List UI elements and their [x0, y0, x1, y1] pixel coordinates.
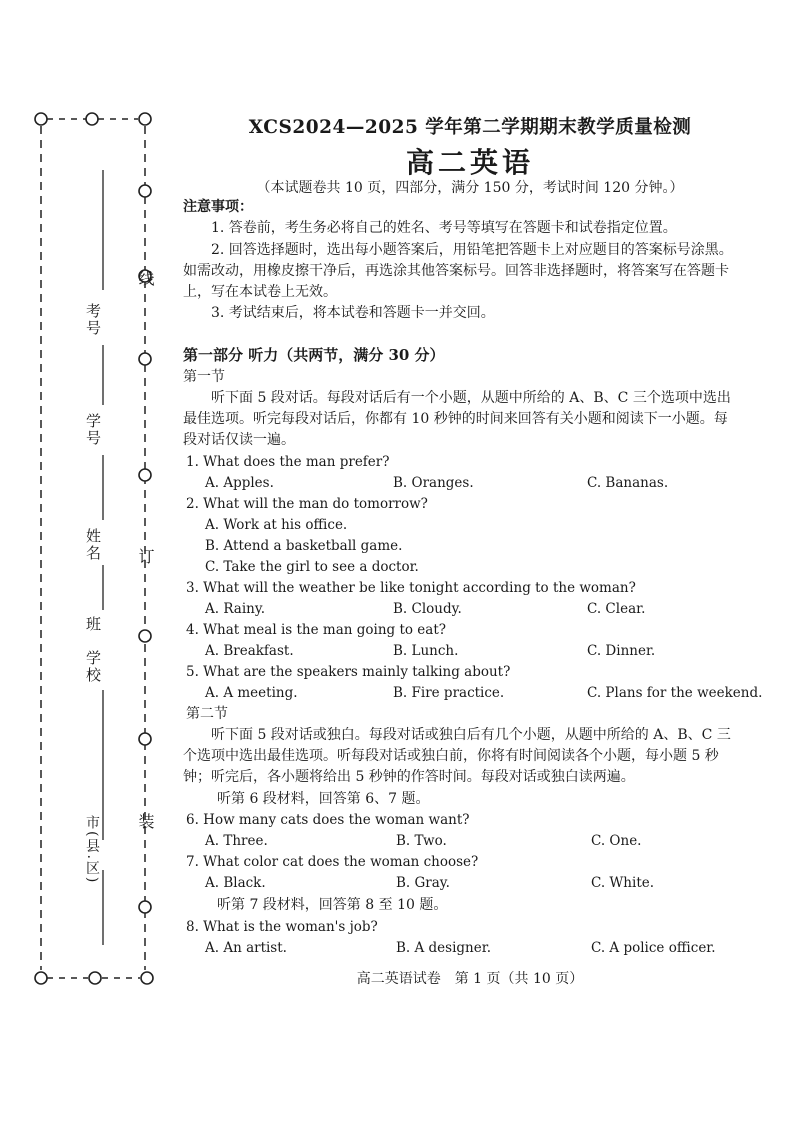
q2-option-c: C. Take the girl to see a doctor.	[205, 559, 419, 575]
q7-option-b: B. Gray.	[396, 875, 450, 891]
q3-option-c: C. Clear.	[587, 601, 646, 617]
q7-option-a: A. Black.	[205, 875, 266, 891]
q1-option-b: B. Oranges.	[393, 475, 474, 491]
page-footer: 高二英语试卷 第 1 页（共 10 页）	[356, 971, 584, 987]
section1-intro-line-3: 段对话仅读一遍。	[183, 432, 295, 448]
q8-option-a: A. An artist.	[205, 940, 287, 956]
part1-heading: 第一部分 听力（共两节，满分 30 分）	[183, 346, 445, 364]
q2-option-a: A. Work at his office.	[205, 517, 348, 533]
q7-option-c: C. White.	[591, 875, 655, 891]
notice-item-3: 3. 考试结束后，将本试卷和答题卡一并交回。	[211, 305, 495, 321]
field-exam-number: 考号	[84, 303, 102, 337]
notice-item-2-line-1: 2. 回答选择题时，选出每小题答案后，用铅笔把答题卡上对应题目的答案标号涂黑。	[211, 242, 733, 258]
q3-option-a: A. Rainy.	[205, 601, 265, 617]
question-1: 1. What does the man prefer?	[186, 454, 390, 470]
question-3: 3. What will the weather be like tonight according to the woman?	[186, 580, 636, 596]
binding-mark-install: 装	[136, 813, 155, 829]
notice-item-1: 1. 答卷前，考生务必将自己的姓名、考号等填写在答题卡和试卷指定位置。	[211, 220, 677, 236]
section1-intro-line-1: 听下面 5 段对话。每段对话后有一个小题，从题中所给的 A、B、C 三个选项中选出	[211, 390, 731, 406]
q5-option-a: A. A meeting.	[205, 685, 298, 701]
question-5: 5. What are the speakers mainly talking about?	[186, 664, 511, 680]
question-8: 8. What is the woman's job?	[186, 919, 378, 935]
section1-label: 第一节	[183, 369, 225, 385]
section2-intro-line-1: 听下面 5 段对话或独白。每段对话或独白后有几个小题，从题中所给的 A、B、C 三	[211, 727, 731, 743]
notice-item-2-line-3: 上，写在本试卷上无效。	[183, 284, 337, 300]
binding-mark-bind: 订	[136, 548, 155, 564]
q2-option-b: B. Attend a basketball game.	[205, 538, 403, 554]
q4-option-a: A. Breakfast.	[205, 643, 294, 659]
field-student-id: 学号	[84, 413, 102, 447]
binding-mark-line: 线	[136, 270, 155, 286]
section1-intro-line-2: 最佳选项。听完每段对话后，你都有 10 秒钟的时间来回答有关小题和阅读下一小题。每	[183, 411, 728, 427]
section2-note-6: 听第 6 段材料，回答第 6、7 题。	[217, 791, 430, 807]
notice-item-2-line-2: 如需改动，用橡皮擦干净后，再选涂其他答案标号。回答非选择题时，将答案写在答题卡	[183, 263, 729, 279]
q4-option-b: B. Lunch.	[393, 643, 459, 659]
field-school: 学校	[84, 650, 102, 684]
field-name: 姓名	[84, 528, 102, 562]
field-district: 市(县.区)	[84, 815, 100, 885]
section2-intro-line-3: 钟；听完后，各小题将给出 5 秒钟的作答时间。每段对话或独白读两遍。	[183, 769, 635, 785]
exam-title: XCS2024—2025 学年第二学期期末教学质量检测	[248, 117, 692, 138]
q8-option-b: B. A designer.	[396, 940, 492, 956]
section2-note-7: 听第 7 段材料，回答第 8 至 10 题。	[217, 897, 448, 913]
exam-info: （本试题卷共 10 页，四部分，满分 150 分，考试时间 120 分钟。）	[256, 180, 684, 196]
q5-option-c: C. Plans for the weekend.	[587, 685, 763, 701]
section2-label: 第二节	[186, 706, 228, 722]
q1-option-c: C. Bananas.	[587, 475, 669, 491]
q5-option-b: B. Fire practice.	[393, 685, 505, 701]
q3-option-b: B. Cloudy.	[393, 601, 462, 617]
q6-option-c: C. One.	[591, 833, 642, 849]
q8-option-c: C. A police officer.	[591, 940, 716, 956]
field-class: 班	[84, 616, 102, 633]
section2-intro-line-2: 个选项中选出最佳选项。听每段对话或独白前，你将有时间阅读各个小题，每小题 5 秒	[183, 748, 719, 764]
question-6: 6. How many cats does the woman want?	[186, 812, 470, 828]
q1-option-a: A. Apples.	[205, 475, 274, 491]
subject-title: 高二英语	[405, 146, 534, 179]
question-4: 4. What meal is the man going to eat?	[186, 622, 446, 638]
notice-heading: 注意事项：	[183, 199, 253, 215]
q6-option-b: B. Two.	[396, 833, 447, 849]
q4-option-c: C. Dinner.	[587, 643, 656, 659]
question-2: 2. What will the man do tomorrow?	[186, 496, 428, 512]
question-7: 7. What color cat does the woman choose?	[186, 854, 479, 870]
q6-option-a: A. Three.	[205, 833, 268, 849]
